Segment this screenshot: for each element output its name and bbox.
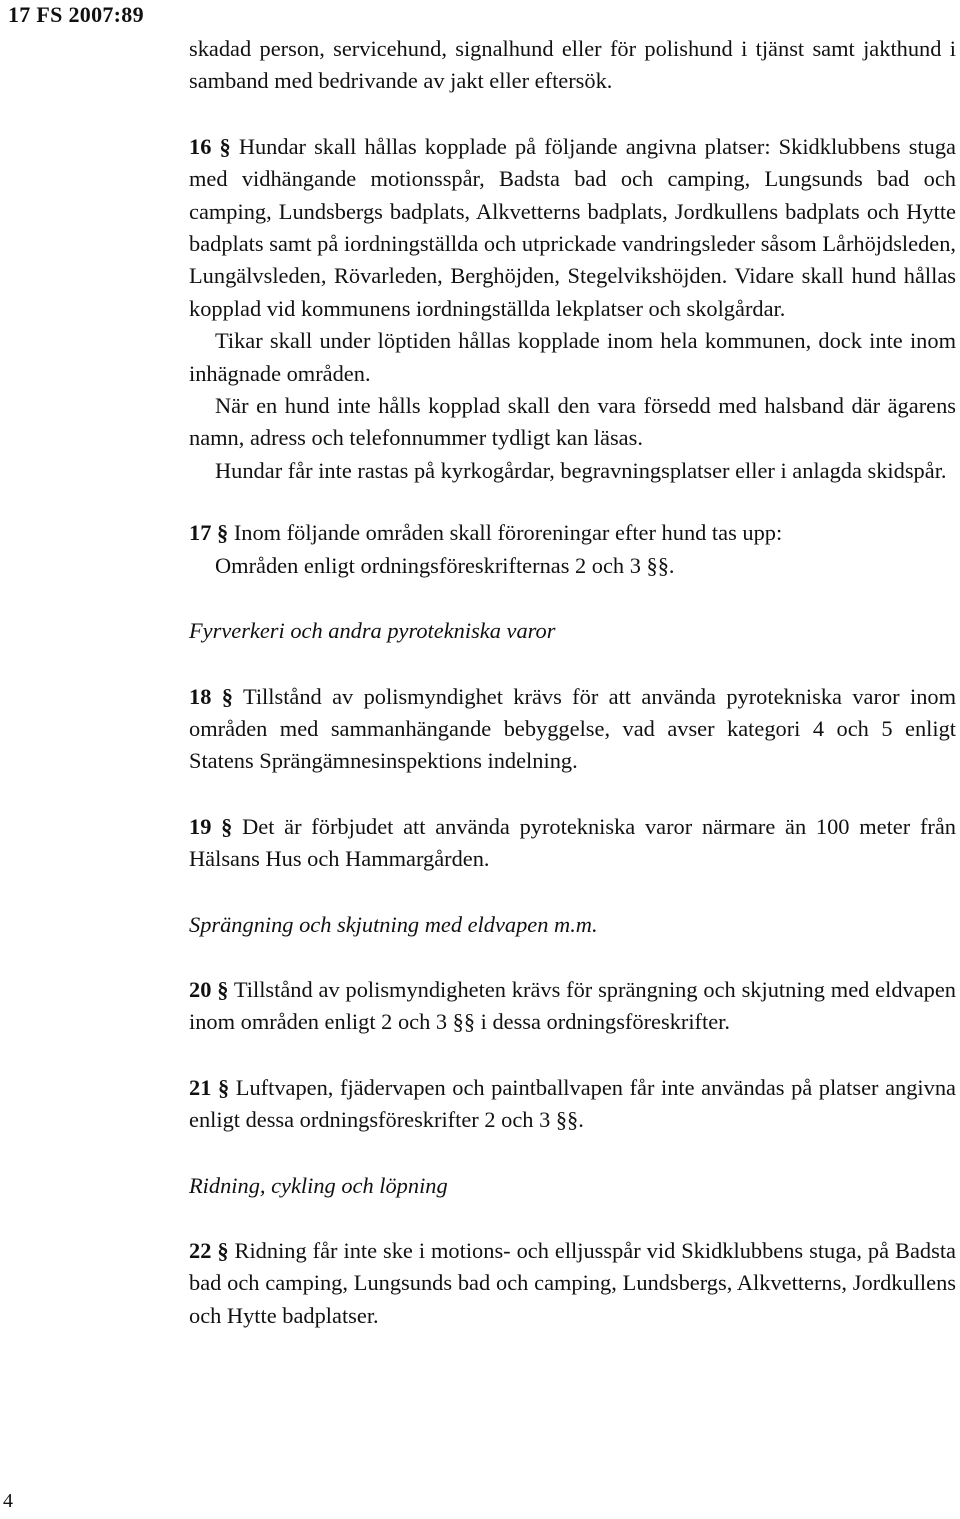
section-16-paragraph-2: Tikar skall under löptiden hållas kopplade inom hela kommunen, dock inte inom inhägnade områden.	[189, 328, 956, 386]
section-symbol: §	[217, 520, 229, 546]
section-symbol: §	[217, 1074, 230, 1100]
intro-paragraph: skadad person, servicehund, signalhund eller för polishund i tjänst samt jakthund i samband med bedrivande av jakt eller eftersök.	[189, 36, 956, 94]
section-symbol: §	[221, 683, 233, 709]
heading-ridning: Ridning, cykling och löpning	[189, 1172, 448, 1198]
section-17	[189, 517, 956, 549]
section-19	[189, 811, 956, 876]
section-number: 17	[189, 520, 212, 546]
section-18-text: Tillstånd av polismyndighet krävs för att använda pyrotekniska varor inom områden med sammanhängande bebyggelse, vad avser kategori 4 och 5 enligt Statens Sprängämnesinspektions indelning.	[189, 683, 956, 774]
section-symbol: §	[219, 133, 231, 159]
heading-fyrverkeri: Fyrverkeri och andra pyrotekniska varor	[189, 618, 556, 644]
section-number: 21	[189, 1074, 212, 1100]
section-16-text: Hundar skall hållas kopplade på följande angivna platser: Skidklubbens stuga med vidhängande motionsspår, Badsta bad och camping, Lungsunds bad och camping, Lundsbergs badplats, Alkvetterns badplats, Jordkullens badplats och Hytte badplats samt på iordningställda och utprickade vandringsleder såsom Lårhöjdsleden, Lungälvsleden, Rövarleden, Berghöjden, Stegelvikshöjden. Vidare skall hund hållas kopplad vid kommunens iordningställda lekplatser och skolgårdar.	[189, 133, 956, 321]
section-20	[189, 974, 956, 1039]
section-17-text: Inom följande områden skall föroreningar efter hund tas upp:	[233, 520, 783, 546]
section-22	[189, 1235, 956, 1332]
section-symbol: §	[221, 813, 233, 839]
section-21-text: Luftvapen, fjädervapen och paintballvapen får inte användas på platser angivna enligt dessa ordningsföreskrifter 2 och 3 §§.	[189, 1074, 956, 1133]
section-16-paragraph-3: När en hund inte hålls kopplad skall den vara försedd med halsband där ägarens namn, adress och telefonnummer tydligt kan läsas.	[189, 393, 956, 451]
section-symbol: §	[217, 1237, 229, 1263]
section-16	[189, 131, 956, 325]
page-header: 17 FS 2007:89	[8, 2, 144, 27]
section-20-text: Tillstånd av polismyndigheten krävs för sprängning och skjutning med eldvapen inom områden enligt 2 och 3 §§ i dessa ordningsföreskrifter.	[189, 976, 956, 1035]
section-number: 19	[189, 813, 212, 839]
section-number: 16	[189, 133, 212, 159]
section-number: 18	[189, 683, 212, 709]
section-number: 20	[189, 976, 212, 1002]
section-19-text: Det är förbjudet att använda pyrotekniska varor närmare än 100 meter från Hälsans Hus och Hammargården.	[189, 813, 956, 872]
document-body	[189, 33, 956, 1332]
section-17-line-2: Områden enligt ordningsföreskrifternas 2 och 3 §§.	[215, 552, 675, 578]
section-21	[189, 1072, 956, 1137]
heading-sprangning: Sprängning och skjutning med eldvapen m.m.	[189, 911, 598, 937]
section-16-paragraph-4: Hundar får inte rastas på kyrkogårdar, begravningsplatser eller i anlagda skidspår.	[215, 457, 947, 483]
section-18	[189, 681, 956, 778]
section-22-text: Ridning får inte ske i motions- och elljusspår vid Skidklubbens stuga, på Badsta bad och camping, Lungsunds bad och camping, Lundsbergs, Alkvetterns, Jordkullens och Hytte badplatser.	[189, 1237, 956, 1328]
page-number: 4	[3, 1490, 13, 1512]
section-number: 22	[189, 1237, 212, 1263]
section-symbol: §	[217, 976, 229, 1002]
